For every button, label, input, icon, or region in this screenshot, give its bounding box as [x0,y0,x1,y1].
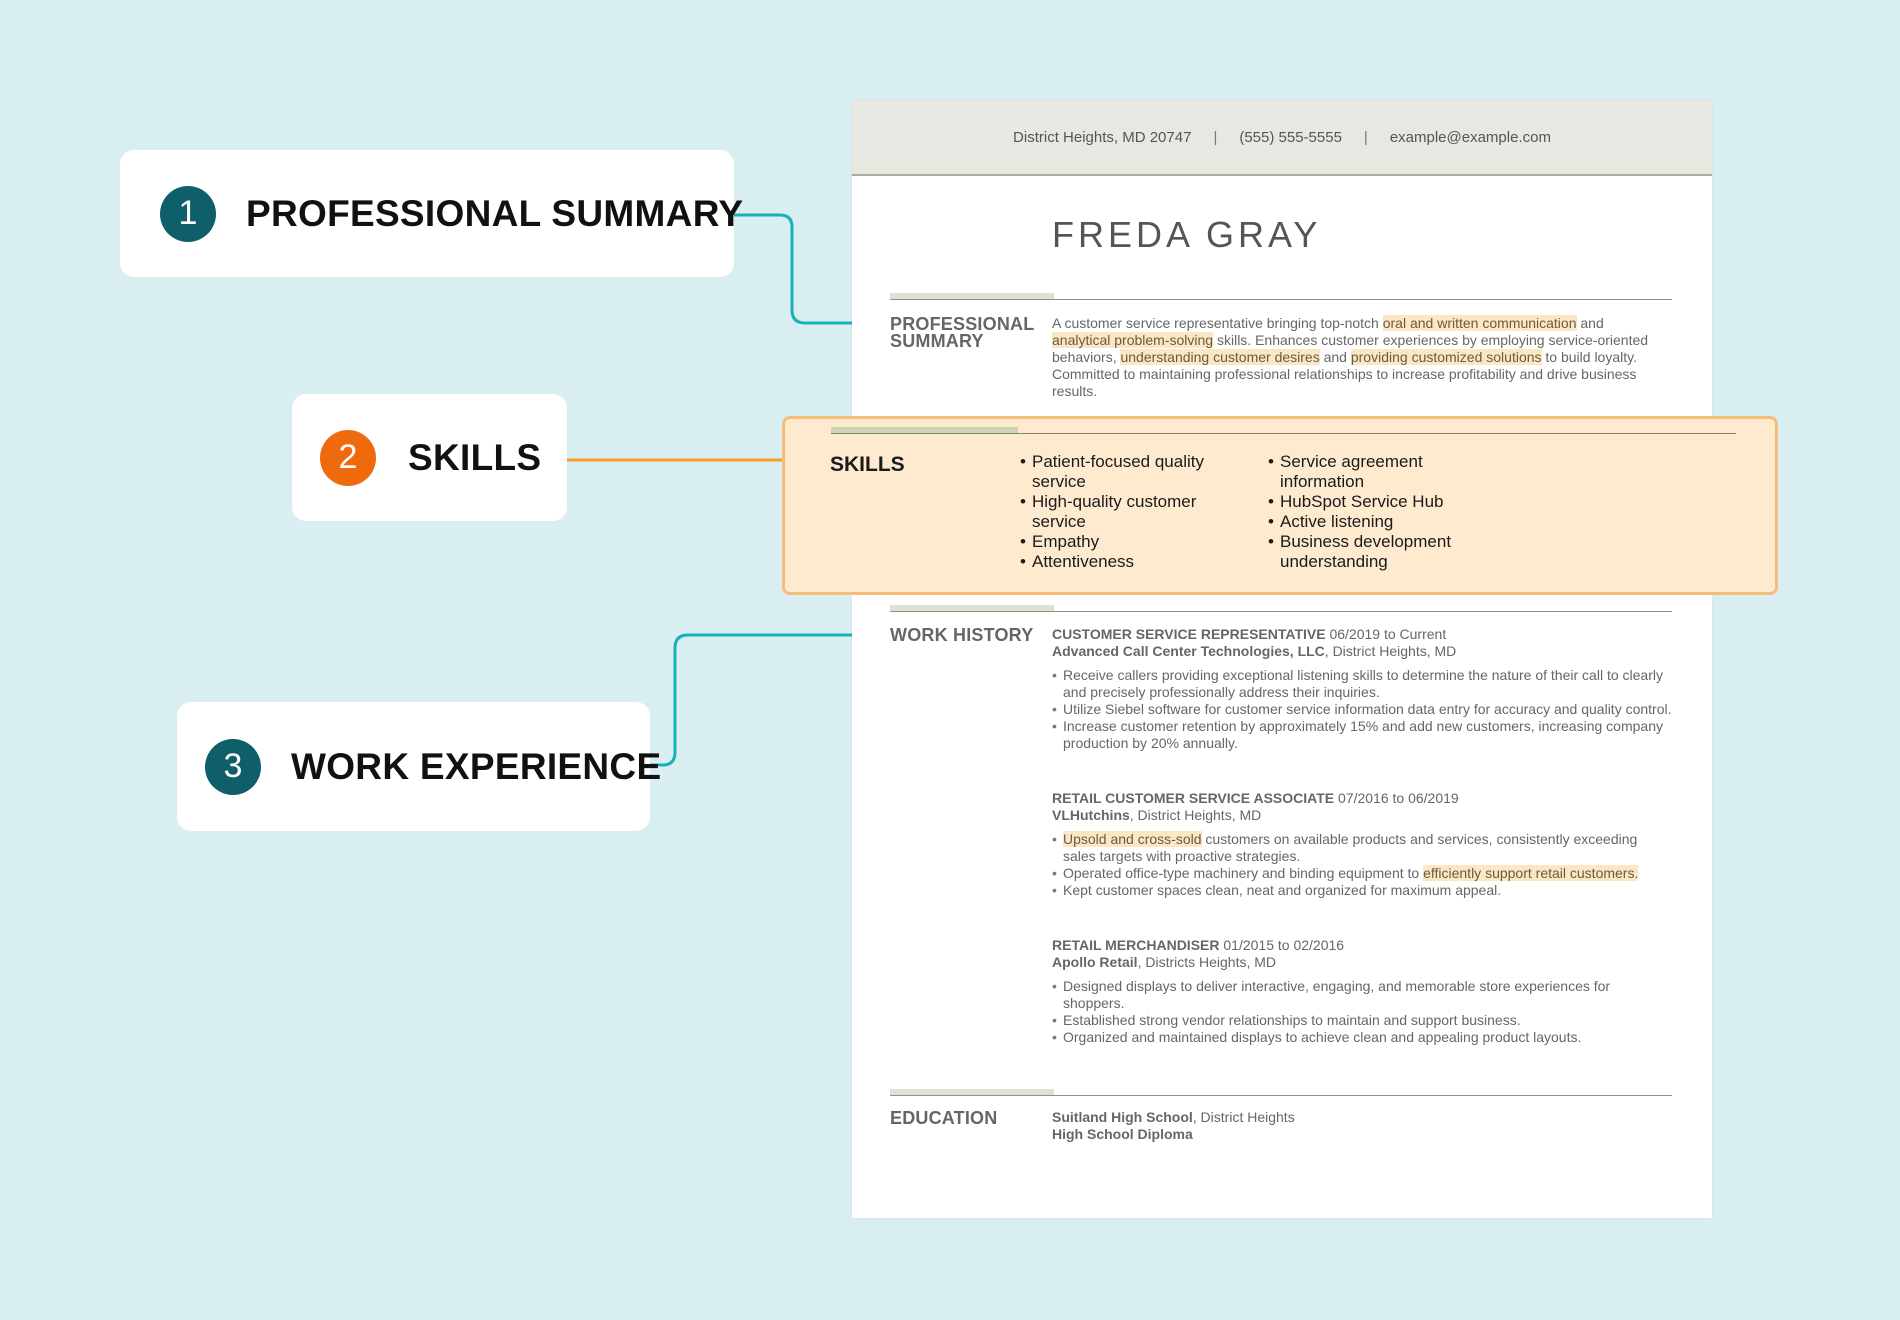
callout-skills [292,394,567,521]
callout-number-badge: 2 [320,430,376,486]
job-entry [1052,626,1672,752]
callout-work-experience [177,702,662,831]
education-location: , District Heights [1192,1109,1295,1125]
work-history-title: WORK HISTORY [890,625,1034,645]
resume-document [852,100,1712,1218]
connector-summary [734,215,867,323]
education-school: Suitland High School [1052,1109,1193,1125]
job-entry [1052,790,1672,899]
bullet-highlight: efficiently support retail customers. [1423,865,1639,881]
skills-column-2 [1268,452,1488,572]
callout-number-badge: 1 [160,186,216,242]
contact-header [852,100,1712,176]
summary-fragment: and [1576,315,1604,331]
connector-work [650,635,867,765]
section-divider [890,611,1672,612]
summary-highlight: understanding customer desires [1120,349,1320,365]
summary-highlight: oral and written communication [1382,315,1577,331]
job-title: CUSTOMER SERVICE REPRESENTATIVE [1052,626,1326,642]
education-title: EDUCATION [890,1108,998,1128]
callout-label: PROFESSIONAL SUMMARY [246,192,744,234]
job-title: RETAIL CUSTOMER SERVICE ASSOCIATE [1052,790,1335,806]
job-bullets [1052,831,1672,899]
contact-separator: | [1363,128,1368,146]
job-bullets [1052,978,1672,1046]
callout-number-badge: 3 [205,739,261,795]
job-location: , District Heights, MD [1324,643,1457,659]
summary-section-title [890,316,1034,350]
contact-address: District Heights, MD 20747 [1013,128,1192,146]
summary-highlight: providing customized solutions [1350,349,1542,365]
bullet-text: customers on available products and services, consistently exceeding sales targets with proactive strategies. [1063,831,1638,864]
summary-text [1052,315,1664,400]
skill-item: • High-quality customer service [1020,492,1240,532]
callout-label: SKILLS [408,436,542,478]
summary-fragment: A customer service representative bringing top-notch [1052,315,1383,331]
job-bullet [1063,865,1672,882]
skill-item: • Service agreement information [1268,452,1488,492]
skill-item: • Patient-focused quality service [1020,452,1240,492]
summary-fragment: skills. Enhances customer experiences by employing service-oriented behaviors, [1052,332,1649,365]
section-divider [890,299,1672,300]
job-bullets [1052,667,1672,752]
job-employer: Apollo Retail [1052,954,1138,970]
skill-item: • Active listening [1268,512,1488,532]
skill-item: • Attentiveness [1020,552,1240,572]
contact-email: example@example.com [1389,128,1551,146]
job-entry [1052,937,1672,1046]
summary-title-line: PROFESSIONAL [890,314,1035,334]
education-entry [1052,1109,1652,1143]
summary-title-line: SUMMARY [890,331,984,351]
summary-fragment: and [1319,349,1351,365]
contact-separator: | [1213,128,1218,146]
callout-professional-summary [120,150,744,277]
job-bullet [1063,831,1672,865]
job-bullet: • Utilize Siebel software for customer service information data entry for accuracy and quality control. [1063,701,1672,718]
contact-phone: (555) 555-5555 [1239,128,1342,146]
skills-title: SKILLS [830,453,905,476]
education-degree: High School Diploma [1052,1126,1193,1142]
summary-highlight: analytical problem-solving [1052,332,1214,348]
section-divider [831,433,1736,434]
section-divider [890,1095,1672,1096]
job-bullet: • Established strong vendor relationships to maintain and support business. [1063,1012,1672,1029]
job-dates: 07/2016 to 06/2019 [1334,790,1459,806]
callout-label: WORK EXPERIENCE [291,745,662,787]
job-dates: 06/2019 to Current [1325,626,1447,642]
skills-highlight-box [782,416,1778,595]
job-employer: VLHutchins [1052,807,1130,823]
job-bullet: • Increase customer retention by approximately 15% and add new customers, increasing company production by 20% annually. [1063,718,1672,752]
job-location: , District Heights, MD [1129,807,1262,823]
skill-item: • HubSpot Service Hub [1268,492,1488,512]
job-bullet: • Kept customer spaces clean, neat and organized for maximum appeal. [1063,882,1672,899]
job-employer: Advanced Call Center Technologies, LLC [1052,643,1325,659]
job-title: RETAIL MERCHANDISER [1052,937,1220,953]
bullet-highlight: Upsold and cross-sold [1063,831,1202,847]
candidate-name: FREDA GRAY [1052,214,1322,255]
job-location: , Districts Heights, MD [1137,954,1277,970]
job-bullet: • Receive callers providing exceptional listening skills to determine the nature of their call to clearly and precisely professionally address their inquiries. [1063,667,1672,701]
skill-item: • Business development understanding [1268,532,1488,572]
skill-item: • Empathy [1020,532,1240,552]
job-dates: 01/2015 to 02/2016 [1219,937,1345,953]
job-bullet: • Organized and maintained displays to achieve clean and appealing product layouts. [1063,1029,1672,1046]
job-bullet: • Designed displays to deliver interactive, engaging, and memorable store experiences for shoppers. [1063,978,1672,1012]
skills-column-1 [1020,452,1240,572]
summary-fragment: to build loyalty. Committed to maintaining professional relationships to increase profitability and drive business results. [1052,349,1637,399]
bullet-text: Operated office-type machinery and binding equipment to [1063,865,1424,881]
